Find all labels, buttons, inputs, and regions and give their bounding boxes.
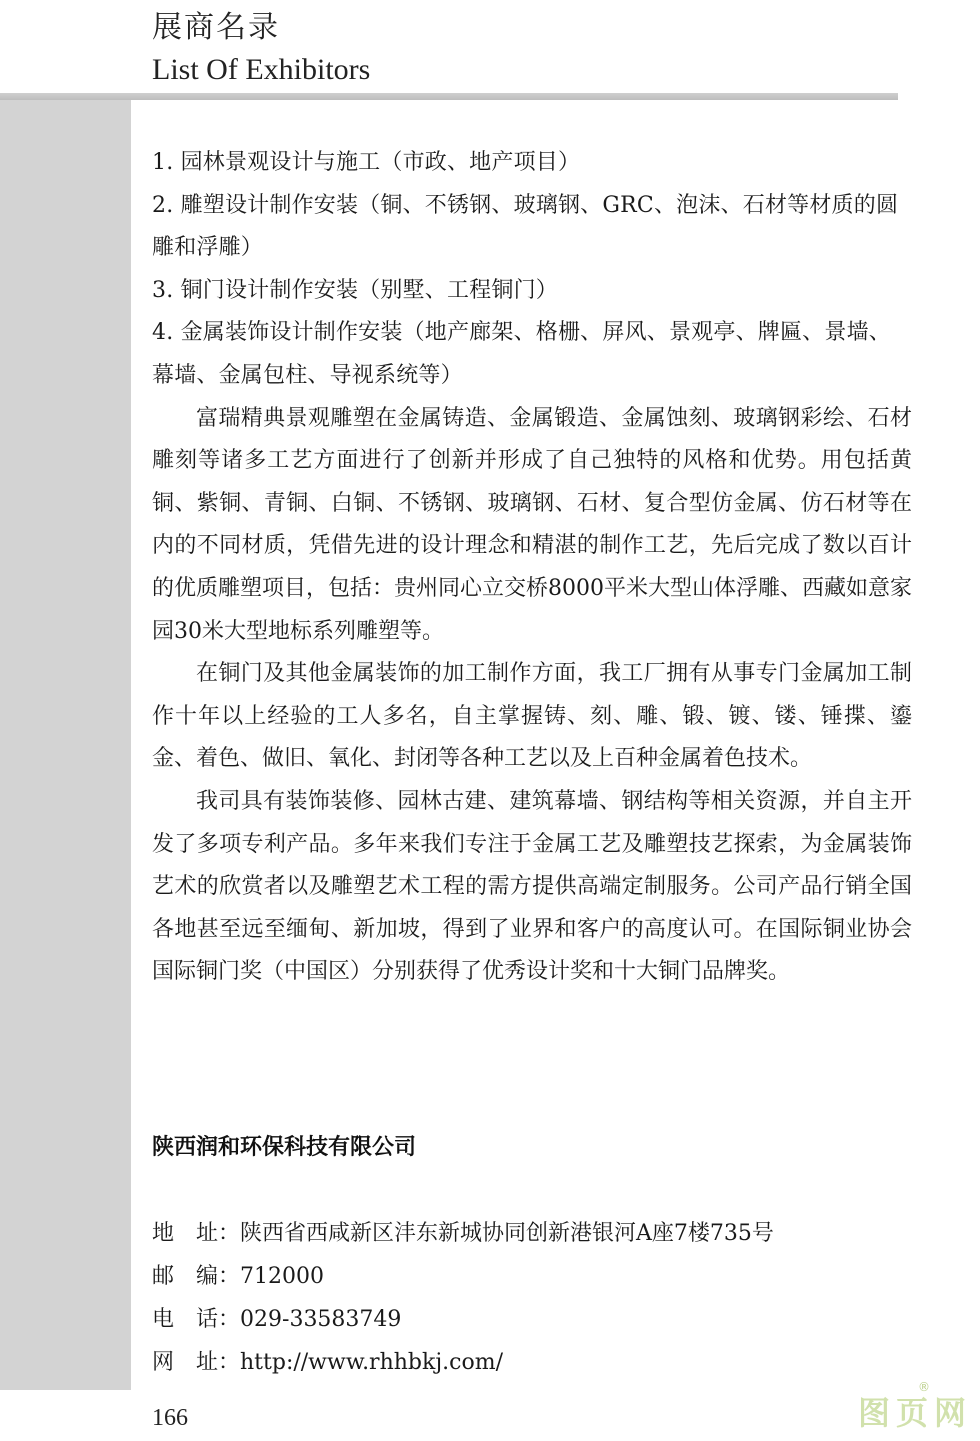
side-margin-band [0, 100, 131, 1390]
contact-value: 029-33583749 [240, 1307, 402, 1332]
contact-phone [152, 1298, 912, 1341]
contact-website [152, 1341, 912, 1384]
service-item-1: 1. 园林景观设计与施工（市政、地产项目） [152, 150, 581, 175]
company-contacts [152, 1212, 912, 1384]
contact-label: 网 址： [152, 1350, 241, 1375]
page-section-title-en: List Of Exhibitors [152, 53, 371, 86]
exhibitor-description [152, 142, 912, 994]
site-watermark: 图页网 [858, 1394, 973, 1432]
contact-website-link[interactable]: http://www.rhhbkj.com/ [240, 1350, 503, 1375]
contact-postcode [152, 1255, 912, 1298]
header-divider [0, 93, 898, 100]
contact-label: 地 址： [152, 1221, 241, 1246]
contact-address [152, 1212, 912, 1255]
registered-mark: ® [918, 1380, 930, 1394]
service-item-3: 3. 铜门设计制作安装（别墅、工程铜门） [152, 277, 558, 303]
contact-label: 邮 编： [152, 1264, 241, 1289]
page-section-title-zh: 展商名录 [152, 10, 280, 45]
service-item-4: 4. 金属装饰设计制作安装（地产廊架、格栅、屏风、景观亭、牌匾、景墙、幕墙、金属包柱、导视系统等） [152, 320, 891, 388]
page-number: 166 [152, 1405, 188, 1431]
description-paragraph-1: 富瑞精典景观雕塑在金属铸造、金属锻造、金属蚀刻、玻璃钢彩绘、石材雕刻等诸多工艺方面进行了创新并形成了自己独特的风格和优势。用包括黄铜、紫铜、青铜、白铜、不锈钢、玻璃钢、石材、复合型仿金属、仿石材等在内的不同材质，凭借先进的设计理念和精湛的制作工艺，先后完成了数以百计的优质雕塑项目，包括：贵州同心立交桥8000平米大型山体浮雕、西藏如意家园30米大型地标系列雕塑等。 [152, 405, 912, 644]
contact-value: 712000 [240, 1264, 324, 1289]
description-paragraph-2: 在铜门及其他金属装饰的加工制作方面，我工厂拥有从事专门金属加工制作十年以上经验的工人多名，自主掌握铸、刻、雕、锻、镀、镂、锤揲、鎏金、着色、做旧、氧化、封闭等各种工艺以及上百种金属着色技术。 [152, 661, 912, 772]
contact-label: 电 话： [152, 1307, 241, 1332]
description-paragraph-3: 我司具有装饰装修、园林古建、建筑幕墙、钢结构等相关资源，并自主开发了多项专利产品。多年来我们专注于金属工艺及雕塑技艺探索，为金属装饰艺术的欣赏者以及雕塑艺术工程的需方提供高端定制服务。公司产品行销全国各地甚至远至缅甸、新加坡，得到了业界和客户的高度认可。在国际铜业协会国际铜门奖（中国区）分别获得了优秀设计奖和十大铜门品牌奖。 [152, 788, 912, 985]
service-item-2: 2. 雕塑设计制作安装（铜、不锈钢、玻璃钢、GRC、泡沫、石材等材质的圆雕和浮雕） [152, 192, 899, 261]
company-name: 陕西润和环保科技有限公司 [152, 1135, 417, 1160]
contact-value: 陕西省西咸新区沣东新城协同创新港银河A座7楼735号 [240, 1221, 774, 1246]
